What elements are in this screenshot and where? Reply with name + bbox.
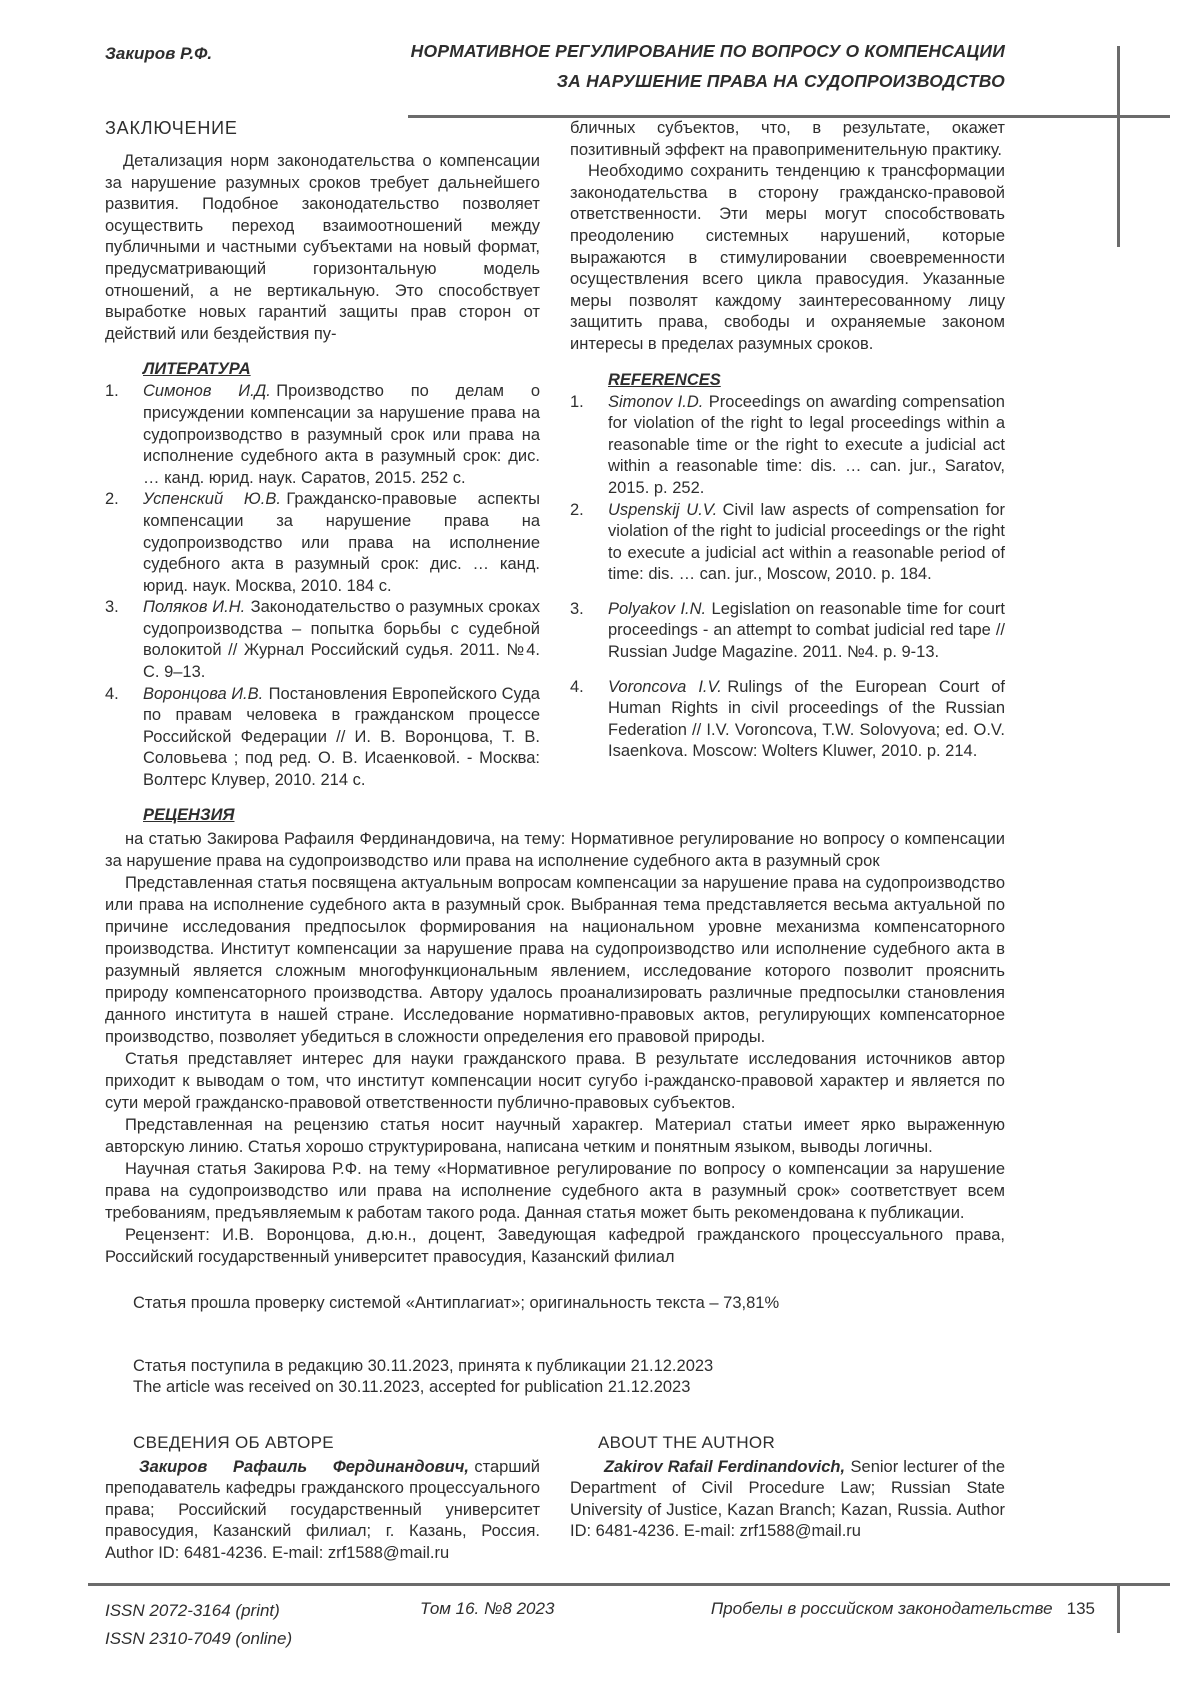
references-item-4-author: Voroncova I.V. [608, 677, 722, 696]
references-item-2-text [608, 500, 1005, 586]
author-info-ru [105, 1433, 540, 1565]
antiplagiat-note: Статья прошла проверку системой «Антиплагиат»; оригинальность текста – 73,81% [133, 1293, 780, 1312]
author-name-ru: Закиров Рафаиль Фердинандович, [139, 1457, 469, 1476]
conclusion-heading: ЗАКЛЮЧЕНИЕ [105, 118, 238, 138]
author-name-en: Zakirov Rafail Ferdinandovich, [604, 1457, 846, 1476]
author-info-ru-heading: СВЕДЕНИЯ ОБ АВТОРЕ [133, 1432, 334, 1452]
literature-item-4-text [143, 684, 540, 792]
review-paragraph-1: Представленная статья посвящена актуальным вопросам компенсации за нарушение права на судопроизводство или права на исполнение судебного акта в разумный срок. Выбранная тема представляется весьма актуальной по причине исследования предпосылок формирования на национальном уровне механизма компенсаторного производства. Институт компенсации за нарушение права на судопроизводство или исполнение судебного акта в разумный является сложным многофункциональным явлением, исследование которого позволит прояснить природу компенсаторного производства. Автору удалось проанализировать различные предпосылки становления данного института в нашей стране. Исследование нормативно-правовых актов, регулирующих компенсаторное производство, позволяет убедиться в сложности определения его правовой природы. [105, 873, 1005, 1046]
references-item-2-number: 2. [570, 500, 584, 519]
author-bio-ru [105, 1457, 540, 1565]
footer-page-number: 135 [1066, 1599, 1095, 1618]
literature-item-1-number: 1. [105, 382, 119, 401]
footer-journal-name: Пробелы в российском законодательстве [710, 1599, 1053, 1618]
references-item-1-citation: Proceedings on awarding compensation for violation of the right to legal proceedings within a reasonable time or the right to execute a judicial act within a reasonable time: dis. … can. jur., Saratov, 2015. p. 252. [608, 392, 1005, 497]
footer-issn-online: ISSN 2310-7049 (online) [105, 1629, 293, 1648]
page-content [105, 36, 1005, 1565]
literature-item-4 [105, 684, 540, 792]
references-item-3-text [608, 599, 1005, 664]
references-item-3-number: 3. [570, 599, 584, 618]
literature-item-3 [105, 597, 540, 683]
references-item-1-text [608, 392, 1005, 500]
literature-item-1-author: Симонов И.Д. [143, 382, 271, 401]
author-info-en [570, 1433, 1005, 1565]
literature-item-3-author: Поляков И.Н. [143, 598, 246, 617]
received-date-ru: Статья поступила в редакцию 30.11.2023, принята к публикации 21.12.2023 [133, 1356, 714, 1375]
review-section [105, 806, 1005, 1268]
references-item-3 [570, 599, 1005, 664]
review-paragraph-3: Представленная на рецензию статья носит научный харакгер. Материал статьи имеет ярко выраженную авторскую линию. Статья хорошо структурирована, написана четким и понятным языком, выводы логичны. [105, 1115, 1005, 1156]
literature-item-2-number: 2. [105, 490, 119, 509]
references-heading: REFERENCES [608, 370, 721, 389]
literature-item-1 [105, 381, 540, 489]
conclusion-paragraph-right-2: Необходимо сохранить тенденцию к трансформации законодательства в сторону гражданско-правовой ответственности. Эти меры могут способствовать преодолению системных нарушений, которые выражаются в стимулировании своевременности осуществления всего цикла правосудия. Указанные меры позволят каждому заинтересованному лицу защитить права, свободы и охраняемые законом интересы в пределах разумных сроков. [570, 162, 1005, 353]
conclusion-paragraph-right-1: бличных субъектов, что, в результате, окажет позитивный эффект на правоприменительную практику. [570, 119, 1005, 159]
references-item-2 [570, 500, 1005, 586]
literature-item-1-citation: Производство по делам о присуждении компенсации за нарушение права на судопроизводство в разумный срок или права на исполнение судебного акта в разумный срок: дис. … канд. юрид. наук. Саратов, 2015. 252 с. [143, 382, 541, 487]
literature-item-1-text [143, 381, 540, 489]
references-item-3-citation: Legislation on reasonable time for court proceedings - an attempt to combat judicial red tape // Russian Judge Magazine. 2011. №4. p. 9-13. [608, 599, 1005, 662]
literature-item-2-author: Успенский Ю.В. [143, 490, 281, 509]
right-column [570, 118, 1005, 792]
references-item-1-author: Simonov I.D. [608, 392, 704, 411]
author-info-section [105, 1433, 1005, 1565]
references-item-4-text [608, 677, 1005, 763]
references-item-1-number: 1. [570, 392, 584, 411]
literature-item-2-text [143, 489, 540, 597]
references-item-2-citation: Civil law aspects of compensation for violation of the right to judicial proceedings or the right to execute a judicial act within a reasonable period of time: dis. … can. jur., Moscow, 2010. p. 184. [608, 500, 1005, 584]
literature-item-2-citation: Гражданско-правовые аспекты компенсации за нарушение права на судопроизводство или права на исполнение судебного акта в разумный срок: дис. … канд. юрид. наук. Москва, 2010. 184 с. [143, 490, 540, 595]
footer-journal-block [711, 1599, 1095, 1619]
fold-mark-bottom [1117, 1583, 1120, 1633]
author-bio-en [570, 1457, 1005, 1543]
references-item-4 [570, 677, 1005, 763]
author-bio-en-text: Senior lecturer of the Department of Civil Procedure Law; Russian State University of Justice, Kazan Branch; Kazan, Russia. Author ID: 6481-4236. E-mail: zrf1588@mail.ru [570, 1457, 1005, 1541]
review-paragraph-2: Статья представляет интерес для науки гражданского права. В результате исследования источников автор приходит к выводам о том, что институт компенсации носит сугубо i-ражданско-правовой характер и является по сути мерой гражданско-правовой ответственности публично-правовых субъектов. [105, 1049, 1005, 1112]
fold-mark-top [1117, 46, 1120, 247]
two-column-body [105, 118, 1005, 792]
references-item-4-citation: Rulings of the European Court of Human Rights in civil proceedings of the Russian Federation // I.V. Voroncova, T.W. Solovyova; ed. O.V. Isaenkova. Moscow: Wolters Kluwer, 2010. p. 214. [608, 677, 1005, 761]
literature-item-3-number: 3. [105, 598, 119, 617]
literature-item-2 [105, 489, 540, 597]
footer-issn-print: ISSN 2072-3164 (print) [105, 1601, 280, 1620]
references-item-2-author: Uspenskij U.V. [608, 500, 718, 519]
left-column [105, 118, 540, 792]
references-item-1 [570, 392, 1005, 500]
review-paragraph-4: Научная статья Закирова Р.Ф. на тему «Нормативное регулирование по вопросу о компенсации за нарушение права на судопроизводство или права на исполнение судебного акта в разумный срок» соответствует всем требованиям, предъявляемым к работам такого рода. Данная статья может быть рекомендована к публикации. [105, 1159, 1005, 1222]
conclusion-paragraph-left: Детализация норм законодательства о компенсации за нарушение разумных сроков требует дальнейшего развития. Подобное законодательство позволяет осуществить переход взаимоотношений между публичными и частными субъектами на новый формат, предусматривающий горизонтальную модель отношений, а не вертикальную. Это способствует выработке новых гарантий защиты прав сторон от действий или бездействия пу- [105, 152, 540, 343]
footer-issn [105, 1597, 292, 1653]
review-paragraph-reviewer: Рецензент: И.В. Воронцова, д.ю.н., доцент, Заведующая кафедрой гражданского процессуального права, Российский государственный университет правосудия, Казанский филиал [105, 1225, 1005, 1266]
review-heading: РЕЦЕНЗИЯ [143, 805, 235, 824]
received-date-en: The article was received on 30.11.2023, accepted for publication 21.12.2023 [133, 1377, 691, 1396]
running-head-title-line2: ЗА НАРУШЕНИЕ ПРАВА НА СУДОПРОИЗВОДСТВО [556, 71, 1005, 91]
running-head-title-line1: НОРМАТИВНОЕ РЕГУЛИРОВАНИЕ ПО ВОПРОСУ О КОМПЕНСАЦИИ [410, 41, 1005, 61]
literature-item-4-author: Воронцова И.В. [143, 684, 264, 703]
literature-item-4-number: 4. [105, 684, 119, 703]
page-header [105, 36, 1005, 96]
author-bio-ru-text: старший преподаватель кафедры гражданского процессуального права; Российский государственный университет правосудия, Казанский филиал; г. Казань, Россия. Author ID: 6481-4236. E-mail: zrf1588@mail.ru [105, 1457, 540, 1562]
references-item-4-number: 4. [570, 677, 584, 696]
literature-item-4-citation: Постановления Европейского Суда по правам человека в гражданском процессе Российской Федерации // И. В. Воронцова, Т. В. Соловьева ; под ред. О. В. Исаенковой. - Москва: Волтерс Клувер, 2010. 214 с. [143, 684, 540, 790]
literature-heading: ЛИТЕРАТУРА [143, 360, 251, 379]
literature-item-3-citation: Законодательство о разумных сроках судопроизводства – попытка борьбы с судебной волокитой // Журнал Российский судья. 2011. №4. С. 9–13. [143, 598, 540, 682]
running-head-author: Закиров Р.Ф. [105, 44, 213, 63]
footer-rule [88, 1583, 1170, 1586]
review-paragraph-intro: на статью Закирова Рафаиля Фердинандовича, на тему: Нормативное регулирование но вопросу о компенсации за нарушение права на судопроизводство или права на исполнение судебного акта в разумный срок [105, 829, 1005, 870]
running-head-title [411, 36, 1005, 96]
footer-volume: Том 16. №8 2023 [420, 1599, 555, 1618]
literature-item-3-text [143, 597, 540, 683]
references-item-3-author: Polyakov I.N. [608, 599, 707, 618]
author-info-en-heading: ABOUT THE AUTHOR [598, 1432, 776, 1452]
